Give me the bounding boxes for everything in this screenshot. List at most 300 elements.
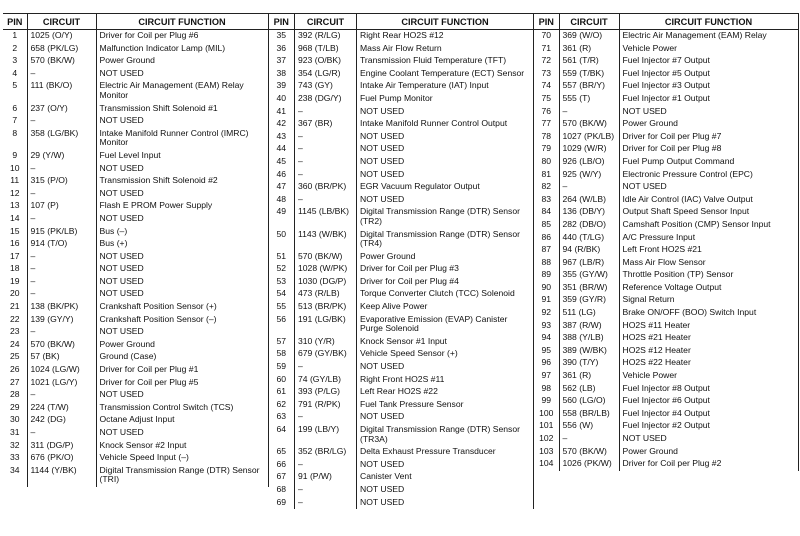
pin-number: 44 [269, 143, 295, 156]
table-row [534, 43, 798, 56]
pin-number: 73 [534, 68, 559, 81]
pin-number: 20 [3, 288, 27, 301]
circuit-function: Power Ground [96, 55, 268, 68]
table-row [3, 251, 268, 264]
pin-number: 48 [269, 194, 295, 207]
circuit-function: NOT USED [357, 497, 534, 510]
pin-number: 53 [269, 276, 295, 289]
table-row [534, 257, 798, 270]
table-row [3, 30, 268, 43]
pin-number: 75 [534, 93, 559, 106]
circuit-code: 1027 (PK/LB) [559, 131, 619, 144]
table-row [269, 55, 534, 68]
table-row [269, 229, 534, 251]
circuit-code: 389 (W/BK) [559, 345, 619, 358]
circuit-code: 310 (Y/R) [295, 336, 357, 349]
table-row [534, 232, 798, 245]
circuit-function: Fuel Injector #8 Output [619, 383, 798, 396]
circuit-code: 358 (LG/BK) [27, 128, 96, 150]
pin-header: PIN [3, 14, 27, 30]
circuit-code: – [559, 106, 619, 119]
pin-number: 102 [534, 433, 559, 446]
table-row [3, 465, 268, 487]
circuit-function: Vehicle Speed Input (–) [96, 452, 268, 465]
pin-number: 3 [3, 55, 27, 68]
pin-number: 34 [3, 465, 27, 487]
circuit-function-header: CIRCUIT FUNCTION [619, 14, 798, 30]
circuit-code: – [559, 433, 619, 446]
circuit-function: Idle Air Control (IAC) Valve Output [619, 194, 798, 207]
circuit-function: NOT USED [96, 68, 268, 81]
pin-number: 81 [534, 169, 559, 182]
pin-number: 57 [269, 336, 295, 349]
circuit-function: Fuel Pump Output Command [619, 156, 798, 169]
circuit-function: Power Ground [96, 339, 268, 352]
table-row [3, 163, 268, 176]
table-row [3, 351, 268, 364]
circuit-function: NOT USED [357, 169, 534, 182]
circuit-code: 359 (GY/R) [559, 294, 619, 307]
table-row [3, 80, 268, 102]
circuit-code: 923 (O/BK) [295, 55, 357, 68]
circuit-code: – [295, 497, 357, 510]
table-row [269, 361, 534, 374]
table-row [3, 427, 268, 440]
pin-number: 18 [3, 263, 27, 276]
pin-number: 4 [3, 68, 27, 81]
pin-number: 26 [3, 364, 27, 377]
pin-number: 67 [269, 471, 295, 484]
circuit-code: 570 (BK/W) [295, 251, 357, 264]
circuit-function: Right Rear HO2S #12 [357, 30, 534, 43]
circuit-function: Left Front HO2S #21 [619, 244, 798, 257]
table-row [534, 420, 798, 433]
pin-number: 31 [3, 427, 27, 440]
circuit-code: 1026 (PK/W) [559, 458, 619, 471]
pin-number: 94 [534, 332, 559, 345]
pin-number: 38 [269, 68, 295, 81]
pin-number: 10 [3, 163, 27, 176]
circuit-function: NOT USED [96, 213, 268, 226]
table-row [534, 383, 798, 396]
pin-number: 54 [269, 288, 295, 301]
circuit-function: NOT USED [619, 433, 798, 446]
pin-number: 16 [3, 238, 27, 251]
pin-number: 49 [269, 206, 295, 228]
table-row [3, 402, 268, 415]
circuit-function: Canister Vent [357, 471, 534, 484]
circuit-function: Output Shaft Speed Sensor Input [619, 206, 798, 219]
circuit-function: Intake Manifold Runner Control (IMRC) Monitor [96, 128, 268, 150]
circuit-function: Right Front HO2S #11 [357, 374, 534, 387]
pin-number: 60 [269, 374, 295, 387]
pin-number: 93 [534, 320, 559, 333]
pin-number: 99 [534, 395, 559, 408]
pin-number: 70 [534, 30, 559, 43]
table-row [3, 213, 268, 226]
table-row [269, 374, 534, 387]
table-row [3, 339, 268, 352]
circuit-function: HO2S #11 Heater [619, 320, 798, 333]
table-row [3, 377, 268, 390]
circuit-function: Digital Transmission Range (DTR) Sensor (TR2) [357, 206, 534, 228]
table-row [269, 484, 534, 497]
table-row [269, 459, 534, 472]
table-row [269, 424, 534, 446]
circuit-function: Fuel Injector #7 Output [619, 55, 798, 68]
circuit-code: 556 (W) [559, 420, 619, 433]
circuit-code: 91 (P/W) [295, 471, 357, 484]
circuit-function: NOT USED [96, 188, 268, 201]
table-row [269, 276, 534, 289]
pin-number: 19 [3, 276, 27, 289]
circuit-code: 369 (W/O) [559, 30, 619, 43]
circuit-code: 393 (P/LG) [295, 386, 357, 399]
pin-number: 80 [534, 156, 559, 169]
pinout-table [269, 13, 535, 509]
circuit-code: – [295, 143, 357, 156]
table-row [534, 269, 798, 282]
circuit-function: HO2S #22 Heater [619, 357, 798, 370]
table-row [3, 276, 268, 289]
pin-number: 91 [534, 294, 559, 307]
circuit-function: HO2S #21 Heater [619, 332, 798, 345]
circuit-code: – [27, 115, 96, 128]
circuit-function: Bus (+) [96, 238, 268, 251]
circuit-code: – [295, 459, 357, 472]
circuit-code: 679 (GY/BK) [295, 348, 357, 361]
circuit-code: – [27, 263, 96, 276]
pin-number: 42 [269, 118, 295, 131]
circuit-function: Fuel Injector #6 Output [619, 395, 798, 408]
pin-number: 97 [534, 370, 559, 383]
pin-number: 9 [3, 150, 27, 163]
circuit-code: 224 (T/W) [27, 402, 96, 415]
table-row [534, 294, 798, 307]
circuit-function: Driver for Coil per Plug #6 [96, 30, 268, 43]
circuit-code: 352 (BR/LG) [295, 446, 357, 459]
pin-number: 84 [534, 206, 559, 219]
circuit-function: NOT USED [96, 276, 268, 289]
circuit-code: 111 (BK/O) [27, 80, 96, 102]
table-row [534, 433, 798, 446]
circuit-function: Driver for Coil per Plug #1 [96, 364, 268, 377]
table-row [534, 320, 798, 333]
pin-number: 68 [269, 484, 295, 497]
circuit-header: CIRCUIT [27, 14, 96, 30]
pin-number: 8 [3, 128, 27, 150]
pin-number: 78 [534, 131, 559, 144]
pin-number: 61 [269, 386, 295, 399]
circuit-code: 282 (DB/O) [559, 219, 619, 232]
table-row [3, 326, 268, 339]
circuit-function: NOT USED [357, 131, 534, 144]
circuit-function: Fuel Pump Monitor [357, 93, 534, 106]
pin-number: 47 [269, 181, 295, 194]
circuit-function: NOT USED [96, 251, 268, 264]
circuit-code: 968 (T/LB) [295, 43, 357, 56]
table-row [3, 175, 268, 188]
pin-number: 28 [3, 389, 27, 402]
circuit-code: 387 (R/W) [559, 320, 619, 333]
pin-number: 86 [534, 232, 559, 245]
circuit-code: 560 (LG/O) [559, 395, 619, 408]
circuit-function: NOT USED [357, 459, 534, 472]
table-row [534, 80, 798, 93]
circuit-function: Torque Converter Clutch (TCC) Solenoid [357, 288, 534, 301]
circuit-function: NOT USED [96, 115, 268, 128]
circuit-code: 658 (PK/LG) [27, 43, 96, 56]
pin-number: 37 [269, 55, 295, 68]
table-row [269, 93, 534, 106]
pin-number: 74 [534, 80, 559, 93]
circuit-function: Digital Transmission Range (DTR) Sensor (TR3A) [357, 424, 534, 446]
circuit-code: 561 (T/R) [559, 55, 619, 68]
pin-number: 22 [3, 314, 27, 327]
pin-number: 89 [534, 269, 559, 282]
circuit-function: Transmission Shift Solenoid #1 [96, 103, 268, 116]
circuit-code: 74 (GY/LB) [295, 374, 357, 387]
circuit-header: CIRCUIT [559, 14, 619, 30]
pin-number: 90 [534, 282, 559, 295]
pin-number: 76 [534, 106, 559, 119]
circuit-code: – [295, 156, 357, 169]
circuit-code: 191 (LG/BK) [295, 314, 357, 336]
circuit-function: NOT USED [96, 427, 268, 440]
circuit-code: 367 (BR) [295, 118, 357, 131]
table-row [269, 194, 534, 207]
circuit-function: Mass Air Flow Sensor [619, 257, 798, 270]
circuit-function: Digital Transmission Range (DTR) Sensor (TR4) [357, 229, 534, 251]
table-row [534, 332, 798, 345]
table-row [3, 68, 268, 81]
circuit-code: 570 (BK/W) [27, 55, 96, 68]
table-row [534, 68, 798, 81]
circuit-function: EGR Vacuum Regulator Output [357, 181, 534, 194]
circuit-function: Power Ground [357, 251, 534, 264]
circuit-function: NOT USED [357, 411, 534, 424]
pin-number: 103 [534, 446, 559, 459]
circuit-code: 388 (Y/LB) [559, 332, 619, 345]
circuit-code: 557 (BR/Y) [559, 80, 619, 93]
pin-number: 27 [3, 377, 27, 390]
table-row [3, 414, 268, 427]
circuit-function: NOT USED [357, 194, 534, 207]
circuit-function: Driver for Coil per Plug #2 [619, 458, 798, 471]
pin-number: 13 [3, 200, 27, 213]
circuit-code: 199 (LB/Y) [295, 424, 357, 446]
circuit-code: 242 (DG) [27, 414, 96, 427]
table-row [534, 106, 798, 119]
circuit-code: – [27, 389, 96, 402]
circuit-code: 511 (LG) [559, 307, 619, 320]
circuit-code: – [27, 251, 96, 264]
table-row [269, 169, 534, 182]
circuit-function: Malfunction Indicator Lamp (MIL) [96, 43, 268, 56]
circuit-function: Driver for Coil per Plug #8 [619, 143, 798, 156]
table-row [534, 395, 798, 408]
circuit-function: Electric Air Management (EAM) Relay Monitor [96, 80, 268, 102]
table-row [534, 206, 798, 219]
circuit-code: 440 (T/LG) [559, 232, 619, 245]
pin-number: 15 [3, 226, 27, 239]
circuit-function: Driver for Coil per Plug #7 [619, 131, 798, 144]
table-row [534, 370, 798, 383]
pin-number: 36 [269, 43, 295, 56]
circuit-function: HO2S #12 Heater [619, 345, 798, 358]
circuit-function: NOT USED [96, 326, 268, 339]
circuit-function: Power Ground [619, 118, 798, 131]
pin-number: 29 [3, 402, 27, 415]
circuit-function: Ground (Case) [96, 351, 268, 364]
pin-number: 64 [269, 424, 295, 446]
pin-number: 52 [269, 263, 295, 276]
pin-number: 6 [3, 103, 27, 116]
circuit-code: 1029 (W/R) [559, 143, 619, 156]
table-row [534, 458, 798, 471]
table-row [3, 55, 268, 68]
pin-number: 96 [534, 357, 559, 370]
table-row [3, 226, 268, 239]
pinout-column-3 [534, 13, 799, 509]
table-row [3, 364, 268, 377]
table-row [3, 440, 268, 453]
table-row [269, 301, 534, 314]
circuit-function: NOT USED [96, 389, 268, 402]
pin-number: 98 [534, 383, 559, 396]
circuit-function: Vehicle Power [619, 43, 798, 56]
circuit-function: Electric Air Management (EAM) Relay [619, 30, 798, 43]
circuit-code: 558 (BR/LB) [559, 408, 619, 421]
table-row [269, 80, 534, 93]
circuit-code: 967 (LB/R) [559, 257, 619, 270]
circuit-function: Power Ground [619, 446, 798, 459]
circuit-code: – [295, 169, 357, 182]
table-row [269, 106, 534, 119]
circuit-code: 361 (R) [559, 43, 619, 56]
table-row [269, 131, 534, 144]
table-row [3, 128, 268, 150]
circuit-code: – [27, 288, 96, 301]
circuit-code: 29 (Y/W) [27, 150, 96, 163]
pin-number: 95 [534, 345, 559, 358]
table-row [269, 314, 534, 336]
table-row [534, 194, 798, 207]
table-row [3, 263, 268, 276]
circuit-code: – [27, 326, 96, 339]
table-row [3, 115, 268, 128]
pin-number: 14 [3, 213, 27, 226]
table-row [534, 169, 798, 182]
pin-number: 35 [269, 30, 295, 43]
circuit-code: 1143 (W/BK) [295, 229, 357, 251]
table-row [3, 389, 268, 402]
table-row [269, 348, 534, 361]
pin-number: 56 [269, 314, 295, 336]
circuit-function-header: CIRCUIT FUNCTION [357, 14, 534, 30]
circuit-function: NOT USED [357, 143, 534, 156]
pin-number: 46 [269, 169, 295, 182]
circuit-function: Electronic Pressure Control (EPC) [619, 169, 798, 182]
circuit-function: Bus (–) [96, 226, 268, 239]
table-row [3, 43, 268, 56]
pin-number: 17 [3, 251, 27, 264]
pin-number: 24 [3, 339, 27, 352]
table-row [269, 251, 534, 264]
pin-number: 32 [3, 440, 27, 453]
circuit-code: 925 (W/Y) [559, 169, 619, 182]
circuit-code: 237 (O/Y) [27, 103, 96, 116]
pin-number: 11 [3, 175, 27, 188]
circuit-header: CIRCUIT [295, 14, 357, 30]
circuit-function: Camshaft Position (CMP) Sensor Input [619, 219, 798, 232]
pin-number: 62 [269, 399, 295, 412]
pin-number: 45 [269, 156, 295, 169]
table-row [534, 282, 798, 295]
circuit-code: 264 (W/LB) [559, 194, 619, 207]
table-row [3, 238, 268, 251]
circuit-code: 311 (DG/P) [27, 440, 96, 453]
circuit-code: – [27, 276, 96, 289]
pin-number: 41 [269, 106, 295, 119]
circuit-code: – [295, 194, 357, 207]
circuit-code: 315 (P/O) [27, 175, 96, 188]
circuit-code: 1028 (W/PK) [295, 263, 357, 276]
table-row [269, 336, 534, 349]
table-row [534, 55, 798, 68]
table-row [269, 497, 534, 510]
circuit-code: 676 (PK/O) [27, 452, 96, 465]
table-row [269, 288, 534, 301]
circuit-code: 570 (BK/W) [559, 446, 619, 459]
pin-number: 72 [534, 55, 559, 68]
circuit-function: NOT USED [96, 263, 268, 276]
circuit-function: Fuel Tank Pressure Sensor [357, 399, 534, 412]
circuit-function: Throttle Position (TP) Sensor [619, 269, 798, 282]
pinout-column-1 [3, 13, 269, 509]
circuit-code: – [27, 188, 96, 201]
table-row [269, 399, 534, 412]
circuit-code: 559 (T/BK) [559, 68, 619, 81]
circuit-code: 743 (GY) [295, 80, 357, 93]
pin-number: 79 [534, 143, 559, 156]
pin-number: 77 [534, 118, 559, 131]
table-row [269, 118, 534, 131]
pinout-table [534, 13, 799, 471]
circuit-function: Flash E PROM Power Supply [96, 200, 268, 213]
pin-number: 23 [3, 326, 27, 339]
circuit-function: Knock Sensor #1 Input [357, 336, 534, 349]
circuit-function: Digital Transmission Range (DTR) Sensor (TRI) [96, 465, 268, 487]
circuit-function-header: CIRCUIT FUNCTION [96, 14, 268, 30]
circuit-function: Vehicle Power [619, 370, 798, 383]
circuit-function: NOT USED [619, 106, 798, 119]
pin-number: 101 [534, 420, 559, 433]
circuit-code: 562 (LB) [559, 383, 619, 396]
circuit-code: 107 (P) [27, 200, 96, 213]
circuit-function: Crankshaft Position Sensor (+) [96, 301, 268, 314]
circuit-code: 136 (DB/Y) [559, 206, 619, 219]
circuit-function: Transmission Fluid Temperature (TFT) [357, 55, 534, 68]
circuit-function: Driver for Coil per Plug #3 [357, 263, 534, 276]
circuit-code: 570 (BK/W) [559, 118, 619, 131]
circuit-code: 555 (T) [559, 93, 619, 106]
table-row [269, 386, 534, 399]
pin-number: 2 [3, 43, 27, 56]
table-row [269, 68, 534, 81]
circuit-function: Intake Air Temperature (IAT) Input [357, 80, 534, 93]
circuit-code: 238 (DG/Y) [295, 93, 357, 106]
